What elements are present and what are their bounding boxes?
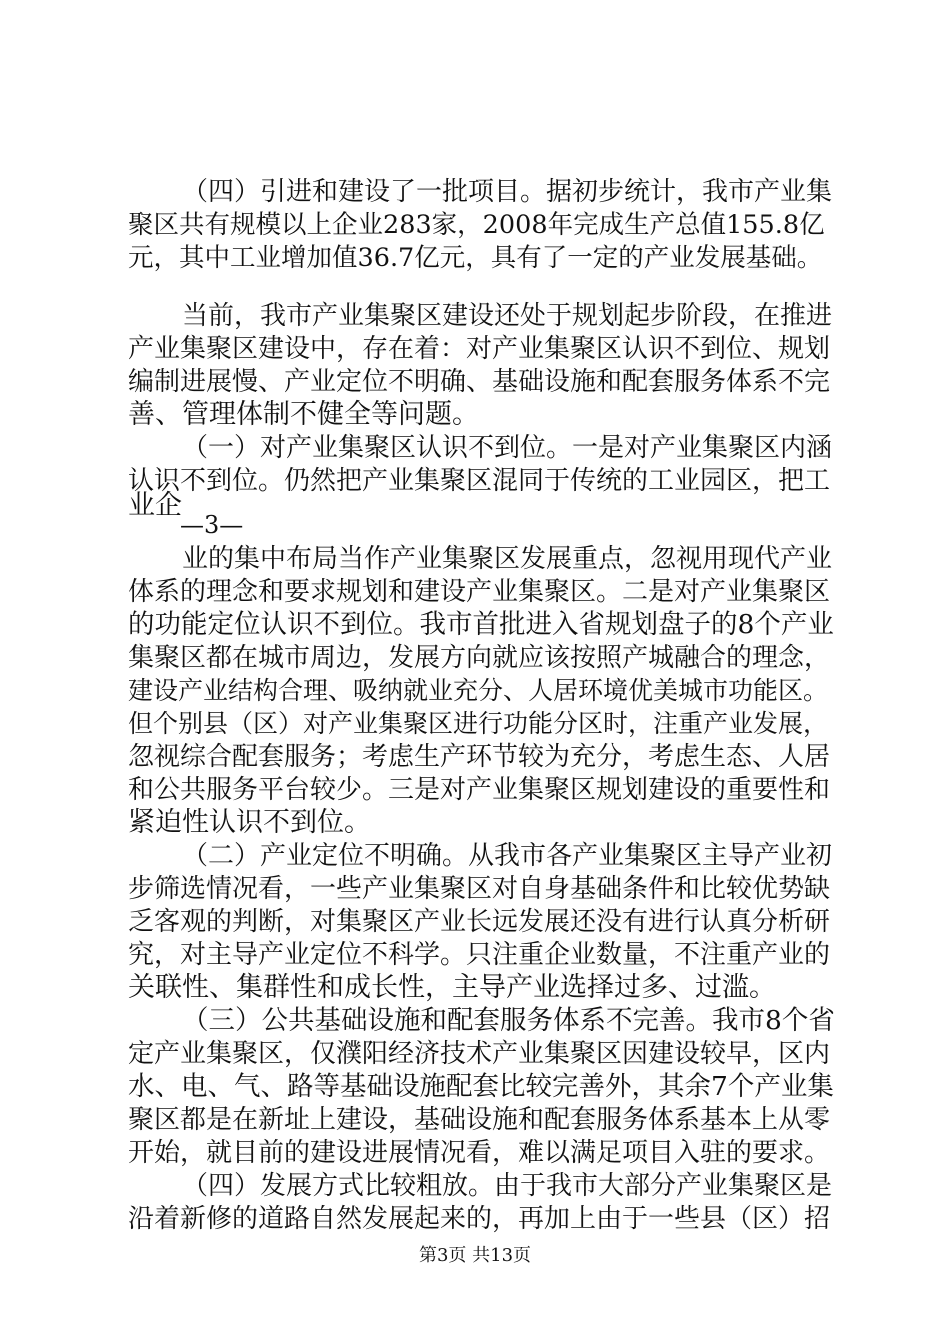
text-line: （四）引进和建设了一批项目。据初步统计，我市产业集 bbox=[182, 177, 833, 207]
text-line: 步筛选情况看，一些产业集聚区对自身基础条件和比较优势缺 bbox=[128, 874, 831, 904]
text-line: 但个别县（区）对产业集聚区进行功能分区时，注重产业发展， bbox=[128, 709, 829, 738]
text-line: 聚区都是在新址上建设，基础设施和配套服务体系基本上从零 bbox=[128, 1105, 831, 1135]
text-line: 忽视综合配套服务；考虑生产环节较为充分，考虑生态、人居 bbox=[128, 742, 831, 772]
text-line: 定产业集聚区，仅濮阳经济技术产业集聚区因建设较早，区内 bbox=[128, 1039, 831, 1069]
text-line: （四）发展方式比较粗放。由于我市大部分产业集聚区是 bbox=[182, 1171, 833, 1201]
text-line: 善、管理体制不健全等问题。 bbox=[128, 399, 479, 430]
text-line: 建设产业结构合理、吸纳就业充分、人居环境优美城市功能区。 bbox=[128, 676, 829, 705]
text-line: 水、电、气、路等基础设施配套比较完善外，其余7个产业集 bbox=[128, 1071, 834, 1102]
text-line: 业的集中布局当作产业集聚区发展重点，忽视用现代产业 bbox=[182, 544, 833, 574]
text-line: （一）对产业集聚区认识不到位。一是对产业集聚区内涵 bbox=[182, 433, 833, 463]
text-line: 产业集聚区建设中，存在着：对产业集聚区认识不到位、规划 bbox=[128, 334, 831, 364]
page-number-marker: —3— bbox=[180, 511, 244, 539]
text-line: 当前，我市产业集聚区建设还处于规划起步阶段，在推进 bbox=[182, 301, 833, 331]
text-line: 紧迫性认识不到位。 bbox=[128, 807, 371, 838]
text-line: 认识不到位。仍然把产业集聚区混同于传统的工业园区，把工 bbox=[128, 466, 831, 496]
text-line: 乏客观的判断，对集聚区产业长远发展还没有进行认真分析研 bbox=[128, 907, 831, 937]
page-footer: 第3页 共13页 bbox=[418, 1245, 532, 1266]
text-line: 关联性、集群性和成长性，主导产业选择过多、过滥。 bbox=[128, 972, 776, 1003]
text-line: （二）产业定位不明确。从我市各产业集聚区主导产业初 bbox=[182, 841, 833, 871]
text-line: 聚区共有规模以上企业283家，2008年完成生产总值155.8亿 bbox=[128, 210, 825, 240]
text-line: 集聚区都在城市周边，发展方向就应该按照产城融合的理念， bbox=[128, 643, 831, 673]
text-line: 业企 bbox=[128, 490, 182, 521]
text-line: 的功能定位认识不到位。我市首批进入省规划盘子的8个产业 bbox=[128, 609, 834, 640]
text-line: 体系的理念和要求规划和建设产业集聚区。二是对产业集聚区 bbox=[128, 577, 831, 607]
text-line: 编制进展慢、产业定位不明确、基础设施和配套服务体系不完 bbox=[128, 367, 831, 397]
text-line: 沿着新修的道路自然发展起来的，再加上由于一些县（区）招 bbox=[128, 1204, 831, 1234]
text-line: 究，对主导产业定位不科学。只注重企业数量，不注重产业的 bbox=[128, 940, 831, 970]
text-line: 和公共服务平台较少。三是对产业集聚区规划建设的重要性和 bbox=[128, 775, 831, 805]
text-line: 元，其中工业增加值36.7亿元，具有了一定的产业发展基础。 bbox=[128, 243, 823, 273]
text-line: （三）公共基础设施和配套服务体系不完善。我市8个省 bbox=[182, 1005, 835, 1036]
text-line: 开始，就目前的建设进展情况看，难以满足项目入驻的要求。 bbox=[128, 1138, 831, 1168]
